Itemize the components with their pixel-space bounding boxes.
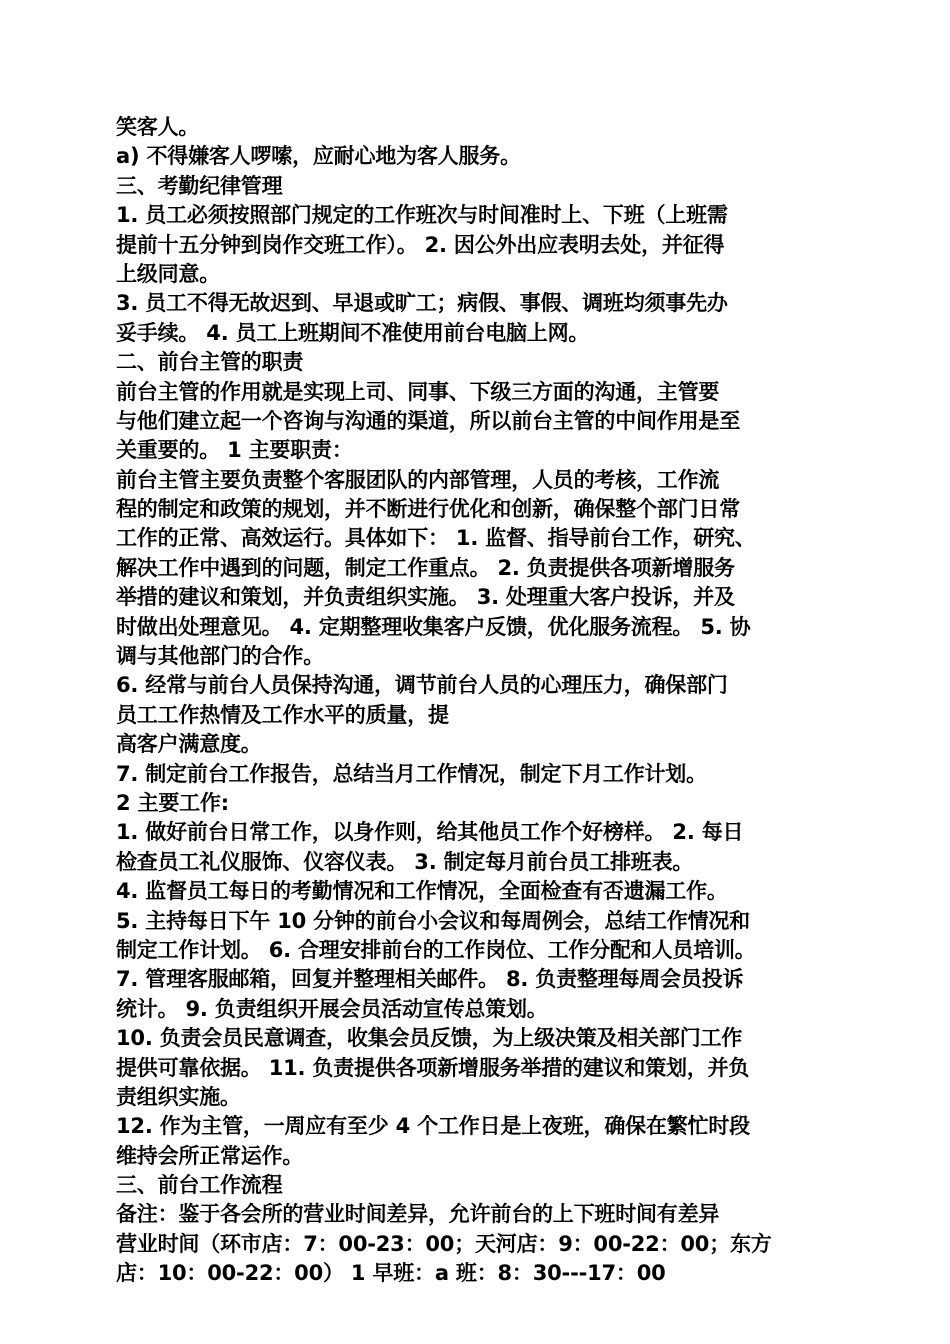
text-line: 维持会所正常运作。 <box>116 1143 304 1168</box>
section-heading: 三、考勤纪律管理 <box>116 173 283 198</box>
text-line: 责组织实施。 <box>116 1084 241 1109</box>
text-line: 检查员工礼仪服饰、仪容仪表。 3. 制定每月前台员工排班表。 <box>116 849 694 874</box>
text-line: 妥手续。 4. 员工上班期间不准使用前台电脑上网。 <box>116 320 590 345</box>
text-line: 程的制定和政策的规划，并不断进行优化和创新，确保整个部门日常 <box>116 497 740 522</box>
text-line: 2 主要工作: <box>116 790 229 815</box>
section-heading: 三、前台工作流程 <box>116 1173 283 1198</box>
text-line: 统计。 9. 负责组织开展会员活动宣传总策划。 <box>116 996 548 1021</box>
text-line: 营业时间（环市店：7：00-23：00；天河店：9：00-22：00；东方 <box>116 1231 772 1256</box>
text-line: 1. 员工必须按照部门规定的工作班次与时间准时上、下班（上班需 <box>116 203 728 228</box>
text-line: 制定工作计划。 6. 合理安排前台的工作岗位、工作分配和人员培训。 <box>116 937 756 962</box>
text-line: 上级同意。 <box>116 261 220 286</box>
text-line: 提供可靠依据。 11. 负责提供各项新增服务举措的建议和策划，并负 <box>116 1055 750 1080</box>
text-line: 解决工作中遇到的问题，制定工作重点。 2. 负责提供各项新增服务 <box>116 555 735 580</box>
text-line: 7. 管理客服邮箱，回复并整理相关邮件。 8. 负责整理每周会员投诉 <box>116 967 744 992</box>
text-line: 5. 主持每日下午 10 分钟的前台小会议和每周例会，总结工作情况和 <box>116 908 750 933</box>
text-line: 7. 制定前台工作报告，总结当月工作情况，制定下月工作计划。 <box>116 761 707 786</box>
text-line: 前台主管的作用就是实现上司、同事、下级三方面的沟通，主管要 <box>116 379 720 404</box>
text-line: 举措的建议和策划，并负责组织实施。 3. 处理重大客户投诉，并及 <box>116 585 735 610</box>
text-line: 笑客人。 <box>116 115 200 139</box>
text-line: 1. 做好前台日常工作，以身作则，给其他员工作个好榜样。 2. 每日 <box>116 820 744 845</box>
text-line: 高客户满意度。 <box>116 732 262 757</box>
text-line: 10. 负责会员民意调查，收集会员反馈，为上级决策及相关部门工作 <box>116 1026 743 1051</box>
text-line: 12. 作为主管，一周应有至少 4 个工作日是上夜班，确保在繁忙时段 <box>116 1114 750 1139</box>
text-line: 6. 经常与前台人员保持沟通，调节前台人员的心理压力，确保部门 <box>116 673 728 698</box>
section-heading: 二、前台主管的职责 <box>116 350 304 375</box>
text-line: 3. 员工不得无故迟到、早退或旷工；病假、事假、调班均须事先办 <box>116 291 728 316</box>
text-line: 工作的正常、高效运行。具体如下： 1. 监督、指导前台工作，研究、 <box>116 526 756 551</box>
document-page <box>116 113 838 1289</box>
text-line: 提前十五分钟到岗作交班工作）。 2. 因公外出应表明去处，并征得 <box>116 232 725 257</box>
text-line: 与他们建立起一个咨询与沟通的渠道，所以前台主管的中间作用是至 <box>116 408 740 433</box>
text-line: 关重要的。 1 主要职责： <box>116 438 353 463</box>
text-line: 时做出处理意见。 4. 定期整理收集客户反馈，优化服务流程。 5. 协 <box>116 614 751 639</box>
text-line: 调与其他部门的合作。 <box>116 644 324 669</box>
text-line: 店：10：00-22：00） 1 早班：a 班：8：30---17：00 <box>116 1261 666 1286</box>
text-line: 备注：鉴于各会所的营业时间差异，允许前台的上下班时间有差异 <box>116 1202 720 1227</box>
text-line: a) 不得嫌客人啰嗦，应耐心地为客人服务。 <box>116 144 521 169</box>
text-line: 4. 监督员工每日的考勤情况和工作情况，全面检查有否遗漏工作。 <box>116 879 728 904</box>
text-line: 员工工作热情及工作水平的质量，提 <box>116 702 449 727</box>
text-line: 前台主管主要负责整个客服团队的内部管理，人员的考核，工作流 <box>116 467 720 492</box>
